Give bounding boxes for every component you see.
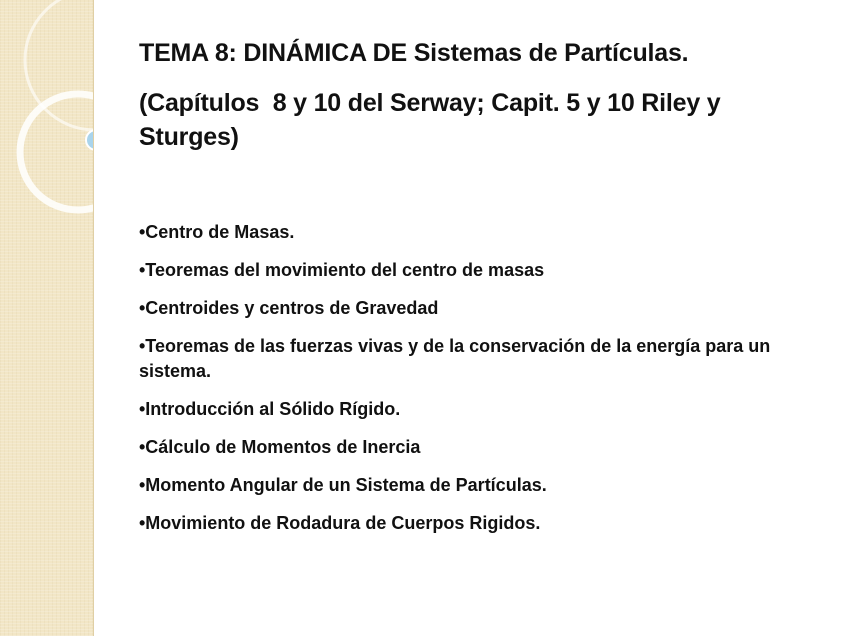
- topic-item: •Introducción al Sólido Rígido.: [139, 399, 401, 419]
- large-ring-decoration: [20, 94, 94, 210]
- decorative-sidebar: [0, 0, 94, 636]
- slide-content: [139, 36, 779, 549]
- bubble-decoration: [86, 130, 94, 150]
- topic-item: •Momento Angular de un Sistema de Partículas.: [139, 475, 547, 495]
- topic-item: •Movimiento de Rodadura de Cuerpos Rigidos.: [139, 513, 541, 533]
- topic-list: [139, 220, 779, 536]
- slide-title: TEMA 8: DINÁMICA DE Sistemas de Partículas.: [139, 39, 689, 67]
- topic-item: •Centroides y centros de Gravedad: [139, 298, 439, 318]
- topic-item: •Centro de Masas.: [139, 222, 295, 242]
- topic-item: •Cálculo de Momentos de Inercia: [139, 437, 421, 457]
- slide-subtitle: (Capítulos 8 y 10 del Serway; Capit. 5 y 10 Riley y Sturges): [139, 89, 728, 151]
- topic-item: •Teoremas del movimiento del centro de masas: [139, 260, 545, 280]
- decorative-rings: [0, 0, 94, 260]
- topic-item: •Teoremas de las fuerzas vivas y de la conservación de la energía para un sistema.: [139, 336, 771, 381]
